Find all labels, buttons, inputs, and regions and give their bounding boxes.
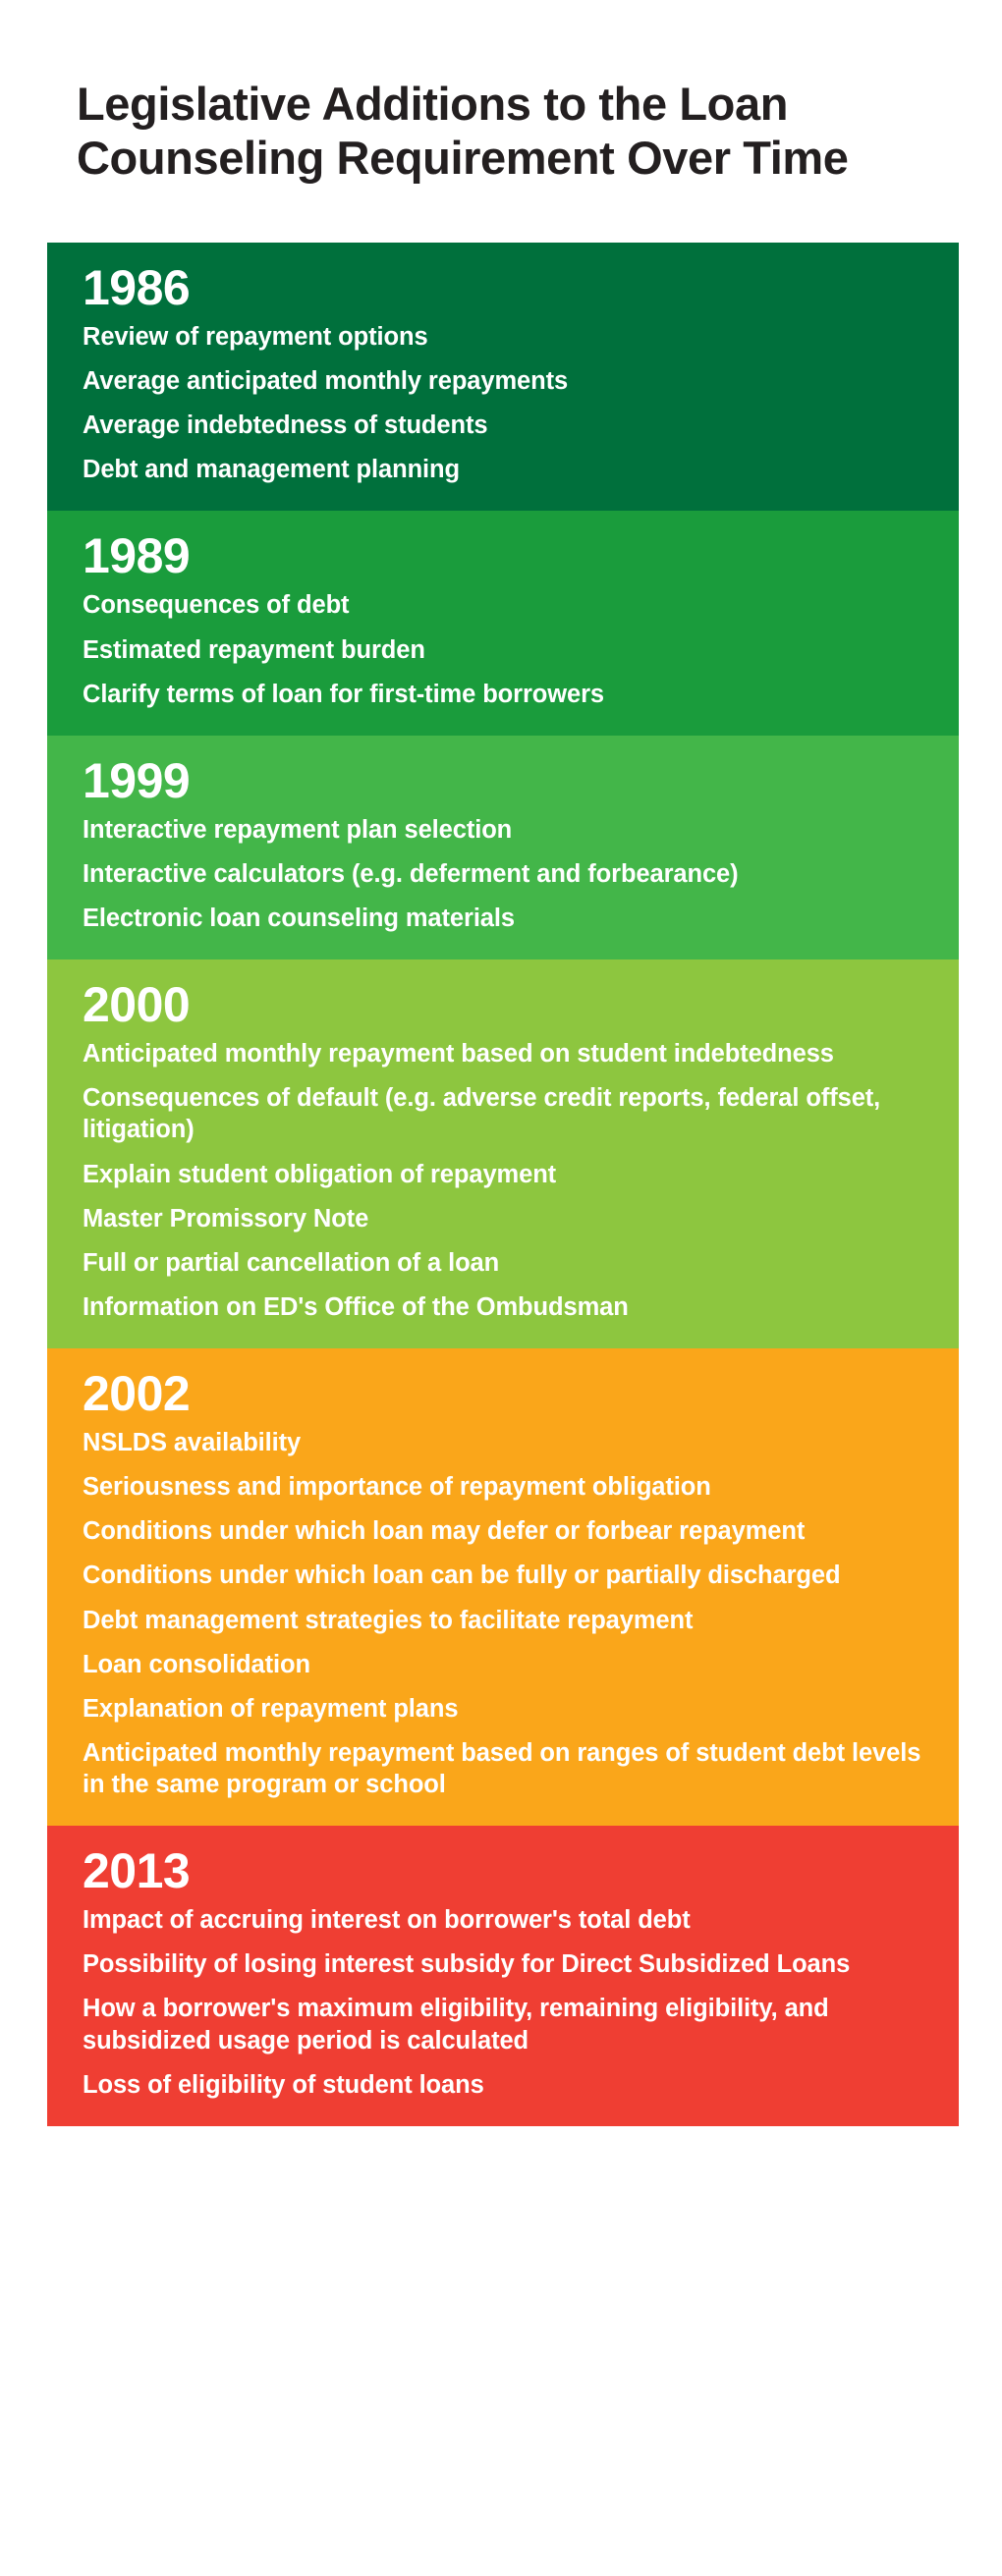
block-year: 1999 — [83, 752, 191, 808]
block-item: Average indebtedness of students — [83, 411, 488, 440]
block-year: 2013 — [83, 1843, 191, 1899]
block-year: 2000 — [83, 977, 191, 1033]
block-item: Master Promissory Note — [83, 1204, 369, 1233]
timeline-block — [47, 1826, 959, 2126]
block-item: Loss of eligibility of student loans — [83, 2070, 484, 2099]
block-item: Seriousness and importance of repayment obligation — [83, 1473, 711, 1502]
block-item: Conditions under which loan may defer or forbear repayment — [83, 1517, 806, 1546]
block-item: Interactive calculators (e.g. deferment and forbearance) — [83, 859, 739, 888]
block-year: 2002 — [83, 1366, 191, 1422]
block-item: Interactive repayment plan selection — [83, 815, 513, 844]
timeline-block — [47, 959, 959, 1348]
block-item: Explanation of repayment plans — [83, 1694, 459, 1723]
block-item: Estimated repayment burden — [83, 635, 425, 664]
timeline-block — [47, 243, 959, 512]
block-item: Average anticipated monthly repayments — [83, 367, 569, 396]
block-item: Anticipated monthly repayment based on ranges of student debt levels in the same program or school — [83, 1738, 921, 1799]
block-item: Full or partial cancellation of a loan — [83, 1248, 500, 1277]
block-item: Consequences of default (e.g. adverse credit reports, federal offset, litigation) — [83, 1084, 881, 1144]
timeline-blocks — [47, 243, 959, 2126]
block-item: Anticipated monthly repayment based on student indebtedness — [83, 1040, 834, 1069]
block-item: Electronic loan counseling materials — [83, 904, 515, 933]
block-item: Conditions under which loan can be fully or partially discharged — [83, 1562, 841, 1590]
block-year: 1989 — [83, 528, 191, 584]
block-item: Debt and management planning — [83, 456, 460, 484]
block-item: Impact of accruing interest on borrower's total debt — [83, 1906, 691, 1935]
timeline-block — [47, 736, 959, 959]
block-item: Debt management strategies to facilitate repayment — [83, 1606, 694, 1634]
block-item: Information on ED's Office of the Ombudsman — [83, 1292, 629, 1321]
block-item: Explain student obligation of repayment — [83, 1160, 557, 1188]
block-year: 1986 — [83, 259, 191, 315]
block-item: Review of repayment options — [83, 322, 428, 351]
timeline-block — [47, 1348, 959, 1826]
block-item: Consequences of debt — [83, 591, 350, 620]
block-item: Clarify terms of loan for first-time borrowers — [83, 680, 604, 708]
block-item: How a borrower's maximum eligibility, remaining eligibility, and subsidized usage period is calculated — [83, 1995, 829, 2055]
page-title: Legislative Additions to the Loan Counseling Requirement Over Time — [77, 78, 849, 185]
infographic-page — [0, 30, 1002, 2125]
timeline-block — [47, 511, 959, 735]
block-item: NSLDS availability — [83, 1429, 302, 1457]
block-item: Loan consolidation — [83, 1650, 310, 1678]
block-item: Possibility of losing interest subsidy for Direct Subsidized Loans — [83, 1950, 851, 1979]
